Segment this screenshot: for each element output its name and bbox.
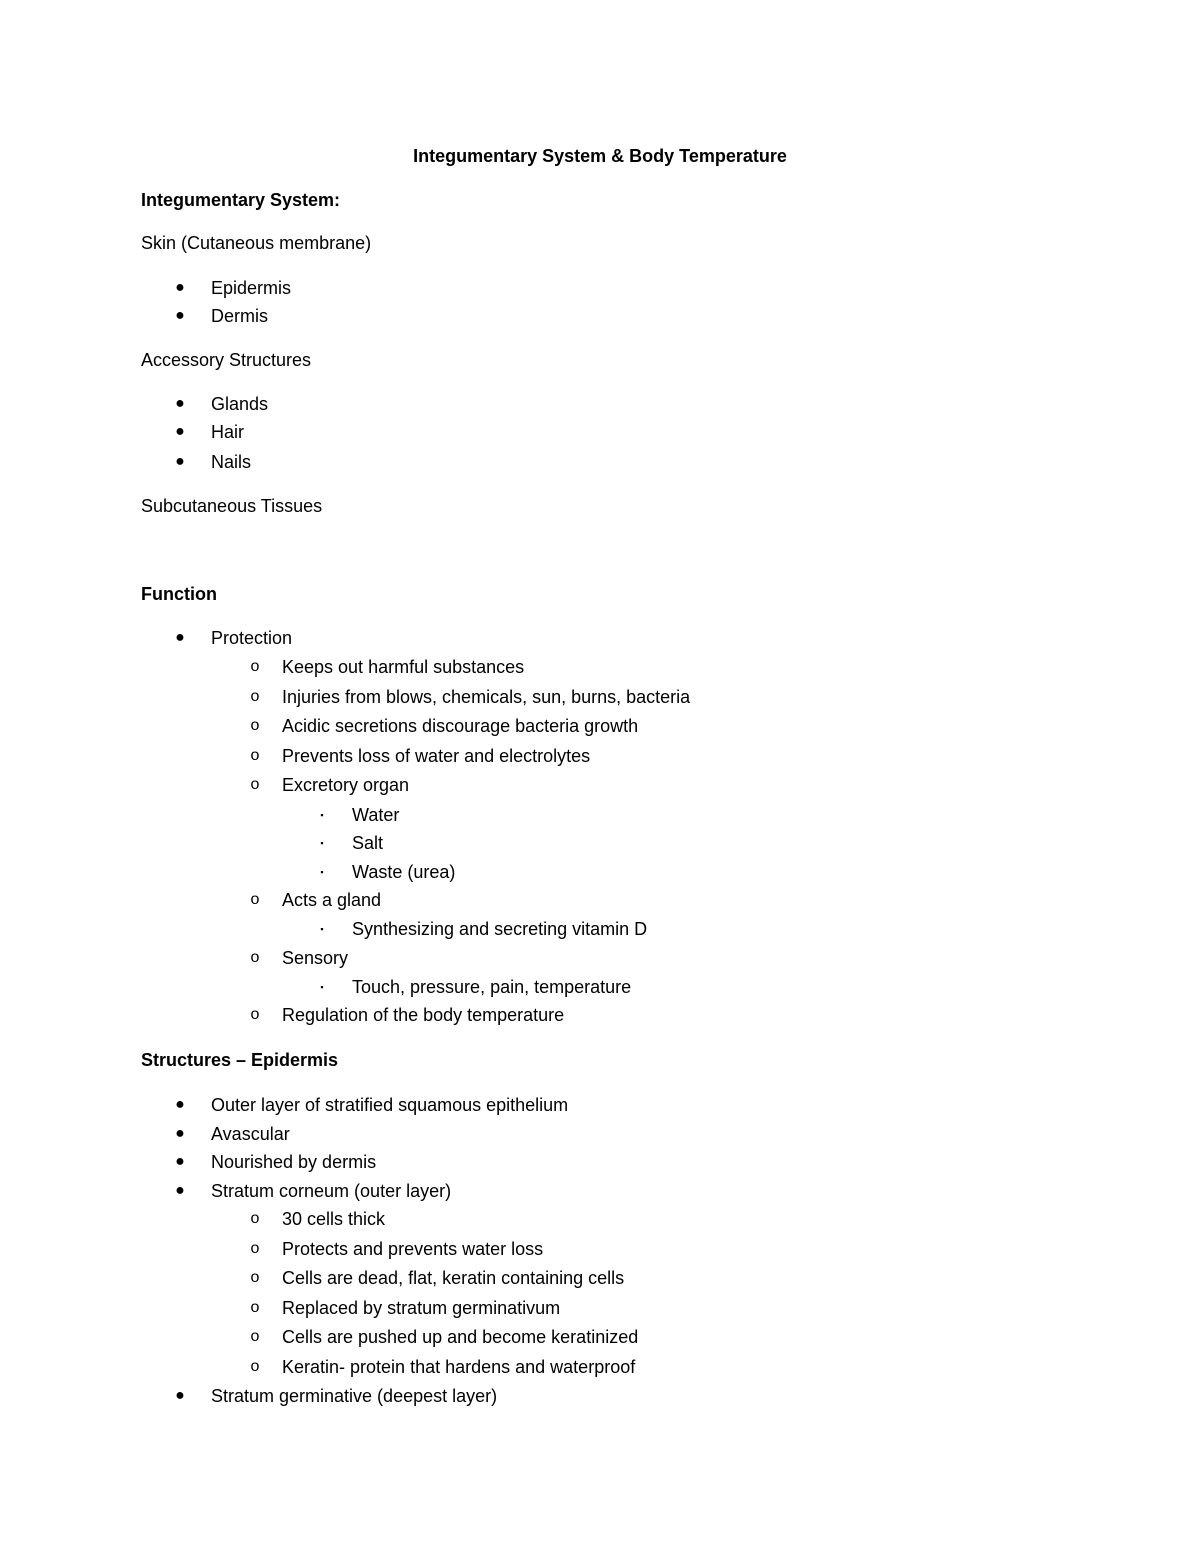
bullet-square: ▪: [320, 924, 324, 934]
list-item: Cells are dead, flat, keratin containing cells: [282, 1268, 625, 1288]
bullet-square: ▪: [320, 838, 324, 848]
list-item: Hair: [211, 422, 245, 442]
list-item: Nourished by dermis: [211, 1152, 377, 1172]
list-item: Epidermis: [211, 278, 292, 298]
list-item: Salt: [352, 833, 384, 853]
section-heading: Integumentary System:: [141, 190, 341, 210]
list-item: Glands: [211, 394, 269, 414]
list-item: Protects and prevents water loss: [282, 1239, 544, 1259]
list-item: Waste (urea): [352, 862, 456, 882]
list-item: Dermis: [211, 306, 268, 326]
bullet-dot: ●: [175, 1182, 185, 1199]
list-item: Injuries from blows, chemicals, sun, burns, bacteria: [282, 687, 691, 707]
list-item: Replaced by stratum germinativum: [282, 1298, 561, 1318]
list-item: Sensory: [282, 948, 349, 968]
list-item: Synthesizing and secreting vitamin D: [352, 919, 648, 939]
list-item: Avascular: [211, 1124, 290, 1144]
bullet-circle: o: [250, 1358, 260, 1375]
list-item: Keeps out harmful substances: [282, 657, 525, 677]
bullet-circle: o: [250, 747, 260, 764]
subheading: Skin (Cutaneous membrane): [141, 233, 372, 253]
document-title: Integumentary System & Body Temperature: [413, 146, 787, 166]
bullet-dot: ●: [175, 279, 185, 296]
bullet-circle: o: [250, 949, 260, 966]
bullet-dot: ●: [175, 1387, 185, 1404]
list-item: Stratum corneum (outer layer): [211, 1181, 452, 1201]
list-item: Cells are pushed up and become keratinized: [282, 1327, 639, 1347]
bullet-circle: o: [250, 1269, 260, 1286]
list-item: Acidic secretions discourage bacteria growth: [282, 716, 639, 736]
bullet-circle: o: [250, 891, 260, 908]
bullet-dot: ●: [175, 423, 185, 440]
bullet-dot: ●: [175, 1096, 185, 1113]
section-heading: Structures – Epidermis: [141, 1050, 339, 1070]
bullet-dot: ●: [175, 629, 185, 646]
list-item: Touch, pressure, pain, temperature: [352, 977, 632, 997]
bullet-dot: ●: [175, 1153, 185, 1170]
list-item: 30 cells thick: [282, 1209, 386, 1229]
bullet-circle: o: [250, 1006, 260, 1023]
list-item: Protection: [211, 628, 293, 648]
subheading: Accessory Structures: [141, 350, 312, 370]
list-item: Prevents loss of water and electrolytes: [282, 746, 591, 766]
list-item: Water: [352, 805, 400, 825]
bullet-circle: o: [250, 1299, 260, 1316]
list-item: Stratum germinative (deepest layer): [211, 1386, 498, 1406]
bullet-circle: o: [250, 1240, 260, 1257]
list-item: Outer layer of stratified squamous epithelium: [211, 1095, 569, 1115]
bullet-dot: ●: [175, 307, 185, 324]
list-item: Regulation of the body temperature: [282, 1005, 565, 1025]
bullet-circle: o: [250, 776, 260, 793]
subheading: Subcutaneous Tissues: [141, 496, 323, 516]
section-heading: Function: [141, 584, 217, 604]
bullet-square: ▪: [320, 810, 324, 820]
list-item: Keratin- protein that hardens and waterproof: [282, 1357, 636, 1377]
bullet-dot: ●: [175, 1125, 185, 1142]
bullet-circle: o: [250, 1210, 260, 1227]
bullet-square: ▪: [320, 982, 324, 992]
bullet-circle: o: [250, 1328, 260, 1345]
bullet-dot: ●: [175, 395, 185, 412]
list-item: Excretory organ: [282, 775, 410, 795]
bullet-circle: o: [250, 658, 260, 675]
list-item: Acts a gland: [282, 890, 382, 910]
bullet-circle: o: [250, 688, 260, 705]
bullet-dot: ●: [175, 453, 185, 470]
bullet-circle: o: [250, 717, 260, 734]
bullet-square: ▪: [320, 867, 324, 877]
list-item: Nails: [211, 452, 252, 472]
